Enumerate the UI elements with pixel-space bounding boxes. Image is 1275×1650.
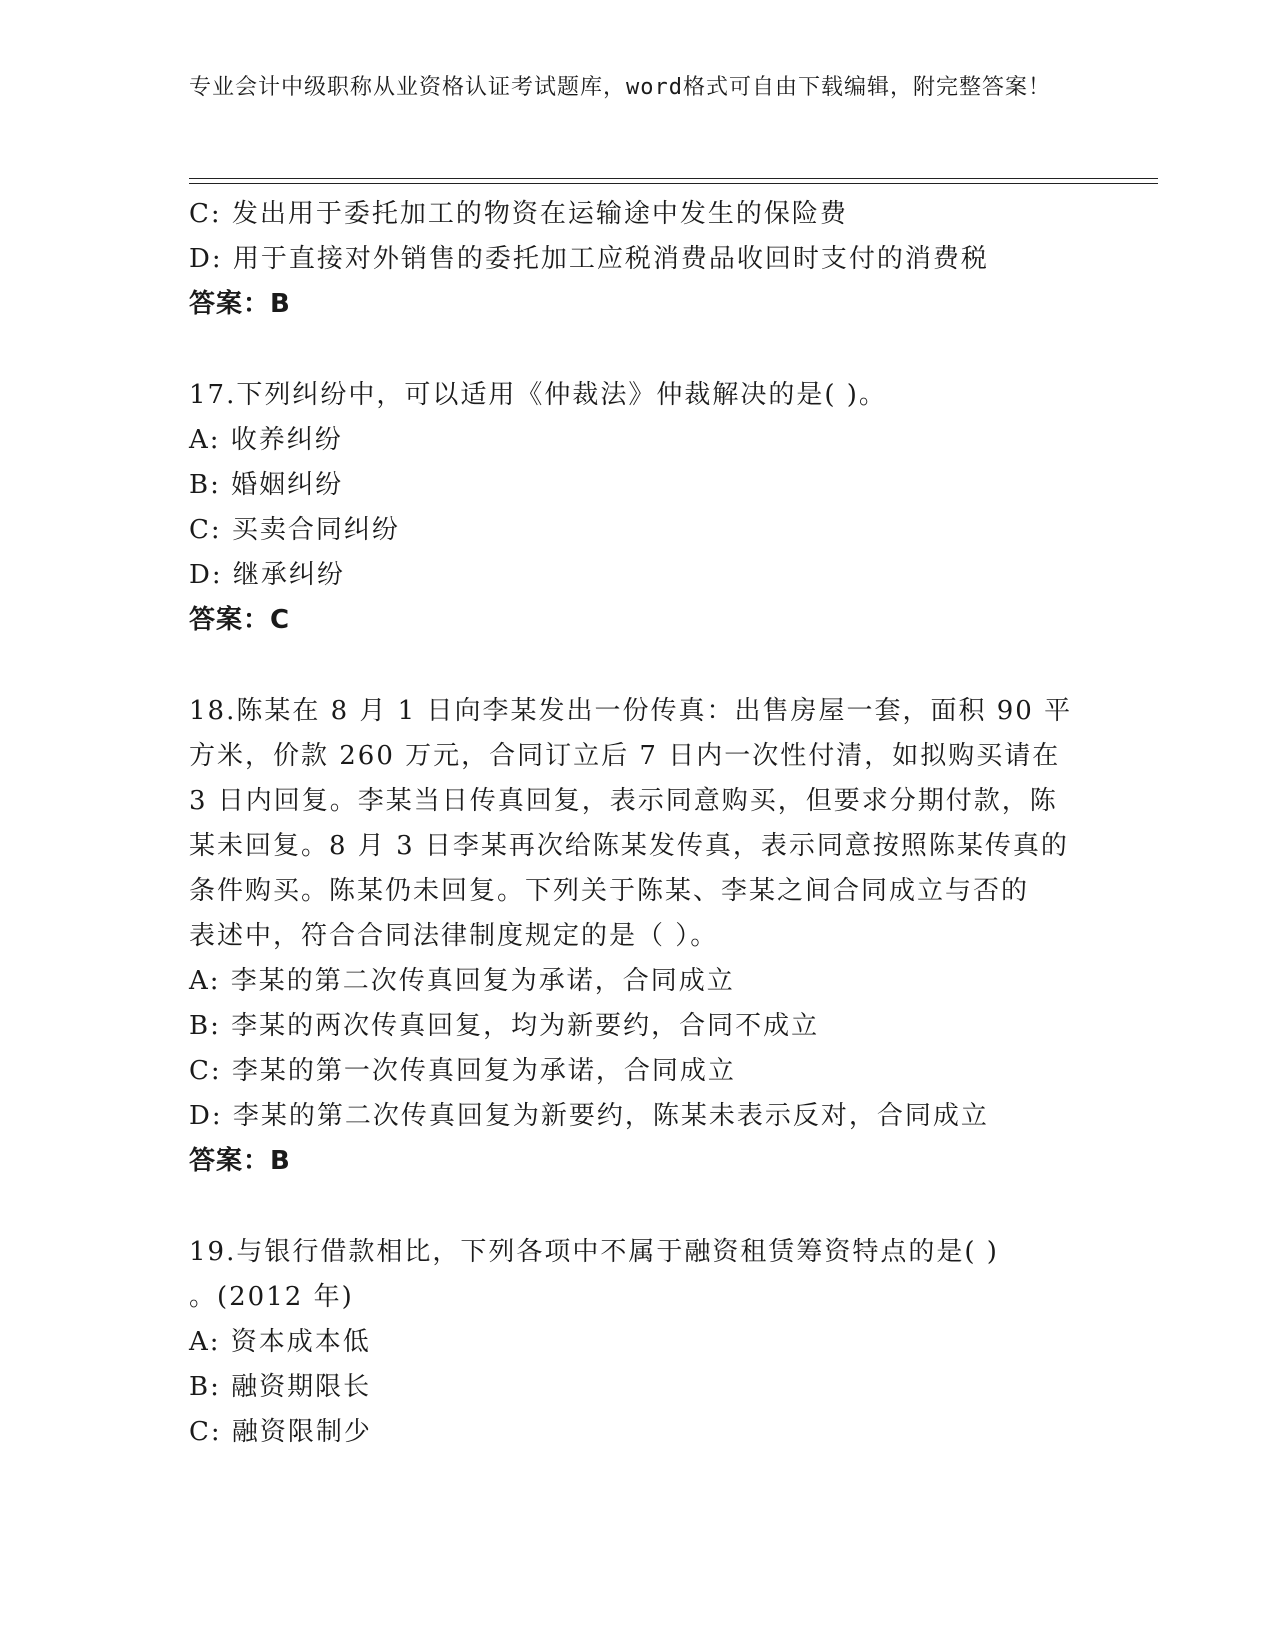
option-a: A: 收养纠纷 [189,425,343,455]
option-b: B: 婚姻纠纷 [189,470,344,500]
answer-label: 答案：C [189,605,291,635]
question-stem: 17.下列纠纷中，可以适用《仲裁法》仲裁解决的是( )。 [189,380,887,410]
option-b: B: 李某的两次传真回复，均为新要约，合同不成立 [189,1011,820,1041]
header-divider-top [189,178,1158,179]
question-stem-line: 表述中，符合合同法律制度规定的是（ ）。 [189,921,719,951]
question-17 [189,373,1089,643]
question-stem-line: 条件购买。陈某仍未回复。下列关于陈某、李某之间合同成立与否的 [189,876,1030,906]
question-stem-line: 19.与银行借款相比，下列各项中不属于融资租赁筹资特点的是( ) [189,1237,999,1267]
option-a: A: 李某的第二次传真回复为承诺，合同成立 [189,966,735,996]
question-19 [189,1230,1089,1455]
header-divider-bottom [189,183,1158,184]
option-c: C: 李某的第一次传真回复为承诺，合同成立 [189,1056,736,1086]
option-c: C: 融资限制少 [189,1417,372,1447]
answer-label: 答案：B [189,289,291,319]
question-stem-line: 方米，价款 260 万元，合同订立后 7 日内一次性付清，如拟购买请在 [189,741,1061,771]
option-d: D: 李某的第二次传真回复为新要约，陈某未表示反对，合同成立 [189,1101,989,1131]
option-c: C: 买卖合同纠纷 [189,515,400,545]
spacer [189,643,1089,689]
option-c: C: 发出用于委托加工的物资在运输途中发生的保险费 [189,199,848,229]
option-d: D: 用于直接对外销售的委托加工应税消费品收回时支付的消费税 [189,244,989,274]
spacer [189,327,1089,373]
option-a: A: 资本成本低 [189,1327,371,1357]
option-d: D: 继承纠纷 [189,560,345,590]
question-stem-line: 。(2012 年) [189,1282,354,1312]
option-b: B: 融资期限长 [189,1372,372,1402]
page-header: 专业会计中级职称从业资格认证考试题库，word格式可自由下载编辑，附完整答案！ [189,75,1051,100]
document-content [189,192,1089,1455]
question-stem-line: 3 日内回复。李某当日传真回复，表示同意购买，但要求分期付款，陈 [189,786,1058,816]
question-stem-line: 18.陈某在 8 月 1 日向李某发出一份传真：出售房屋一套，面积 90 平 [189,696,1073,726]
question-stem-line: 某未回复。8 月 3 日李某再次给陈某发传真，表示同意按照陈某传真的 [189,831,1069,861]
question-16-continued [189,192,1089,327]
spacer [189,1184,1089,1230]
question-18 [189,689,1089,1184]
answer-label: 答案：B [189,1146,291,1176]
